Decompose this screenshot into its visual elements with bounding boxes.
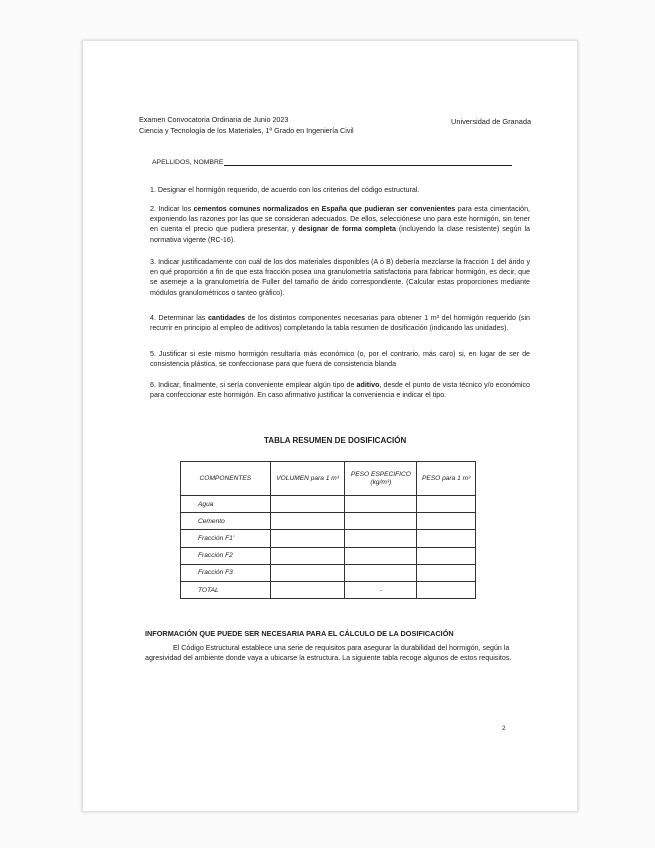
- row-label: Fracción F1’: [181, 530, 271, 547]
- header-componentes: COMPONENTES: [181, 462, 271, 496]
- table-row-total: [181, 581, 476, 598]
- dosification-table: [180, 461, 476, 599]
- table-row: [181, 513, 476, 530]
- row-label: Cemento: [181, 513, 271, 530]
- question-4: 4. Determinar las cantidades de los distintos componentes necesarias para obtener 1 m³ del hormigón requerido (sin recurrir en principio al empleo de aditivos) completando la tabla resumen de dosificación (indicando las unidades).: [150, 314, 531, 333]
- input-cell[interactable]: [345, 547, 417, 564]
- paper-sheet: [82, 40, 578, 812]
- row-label: TOTAL: [181, 581, 271, 598]
- header-peso: PESO para 1 m³: [417, 462, 476, 496]
- table-row: [181, 530, 476, 547]
- input-cell[interactable]: [270, 530, 345, 547]
- question-6: 6. Indicar, finalmente, si sería conveniente emplear algún tipo de aditivo, desde el punto de vista técnico y/o económico para confeccionar este hormigón. En caso afirmativo justificar la conveniencia e indicar el tipo.: [150, 381, 530, 400]
- row-label: Fracción F2: [181, 547, 271, 564]
- header-peso-especifico: PESO ESPECIFICO (kg/m³): [345, 462, 417, 496]
- table-header-row: [181, 462, 476, 496]
- table-row: [181, 496, 476, 513]
- page-number: 2: [502, 725, 506, 732]
- info-title: INFORMACIÓN QUE PUEDE SER NECESARIA PARA EL CÁLCULO DE LA DOSIFICACIÓN: [145, 629, 454, 638]
- input-cell[interactable]: [345, 564, 417, 581]
- exam-header: [139, 115, 469, 136]
- row-label: Agua: [181, 496, 271, 513]
- input-cell[interactable]: [270, 513, 345, 530]
- table-row: [181, 564, 476, 581]
- question-3: 3. Indicar justificadamente con cuál de los dos materiales disponibles (A ó B) debería mezclarse la fracción 1 del árido y en qué proporción a fin de que esta fracción posea una granulometría satisfactoria para fabricar hormigón, es decir, que se asemeje a la granulometría de Fuller del tamaño de árido correspondiente. (Calcular estas proporciones mediante módulos granulométricos o tanteo gráfico).: [150, 258, 530, 297]
- name-field: [152, 158, 512, 166]
- question-2: 2. Indicar los cementos comunes normalizados en España que pudieran ser convenientes para esta cimentación, exponiendo las razones por las que se consideran adecuados. De ellos, selecciónese uno para este hormigón, sin tener en cuenta el precio que pudiera presentar, y designar de forma completa (incluyendo la clase resistente) según la normativa vigente (RC-16).: [150, 205, 530, 244]
- input-cell[interactable]: [417, 581, 476, 598]
- name-underline: [224, 158, 512, 166]
- name-label: APELLIDOS, NOMBRE: [152, 159, 224, 166]
- course-title: Ciencia y Tecnología de los Materiales, 1º Grado en Ingeniería Civil: [139, 125, 354, 135]
- input-cell[interactable]: [345, 513, 417, 530]
- input-cell[interactable]: [270, 564, 345, 581]
- input-cell[interactable]: [417, 530, 476, 547]
- header-volumen: VOLUMEN para 1 m³: [270, 462, 345, 496]
- input-cell[interactable]: [270, 496, 345, 513]
- total-peso-especifico: -: [345, 581, 417, 598]
- exam-title: Examen Convocatoria Ordinaria de Junio 2023: [139, 115, 289, 124]
- question-1: 1. Designar el hormigón requerido, de acuerdo con los criterios del código estructural.: [150, 186, 420, 194]
- input-cell[interactable]: [270, 547, 345, 564]
- input-cell[interactable]: [270, 581, 345, 598]
- question-5: 5. Justificar si este mismo hormigón resultaría más económico (o, por el contrario, más caro) si, en lugar de ser de consistencia plástica, se confeccionase para que fuera de consistencia blanda: [150, 350, 530, 369]
- table-row: [181, 547, 476, 564]
- university-name: Universidad de Granada: [451, 117, 532, 126]
- input-cell[interactable]: [417, 496, 476, 513]
- input-cell[interactable]: [417, 513, 476, 530]
- input-cell[interactable]: [345, 530, 417, 547]
- info-text: El Código Estructural establece una serie de requisitos para asegurar la durabilidad del hormigón, según la agresividad del ambiente donde vaya a ubicarse la estructura. La siguiente tabla recoge algunos de estos requisitos.: [145, 644, 512, 663]
- input-cell[interactable]: [417, 547, 476, 564]
- input-cell[interactable]: [417, 564, 476, 581]
- row-label: Fracción F3: [181, 564, 271, 581]
- table-title: TABLA RESUMEN DE DOSIFICACIÓN: [264, 436, 407, 445]
- input-cell[interactable]: [345, 496, 417, 513]
